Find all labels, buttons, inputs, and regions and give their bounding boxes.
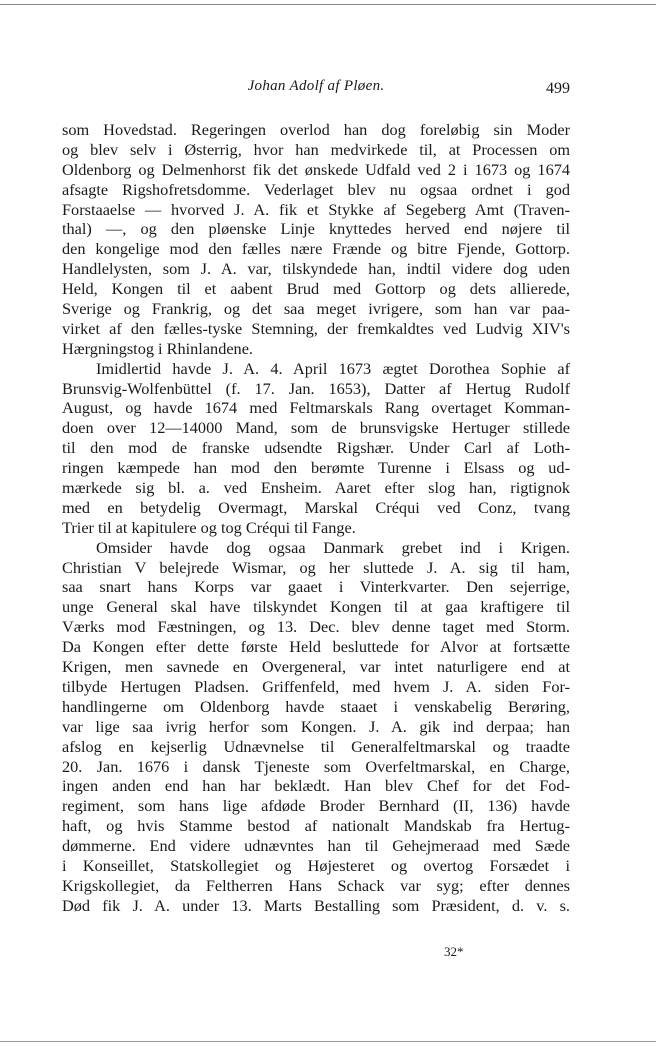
text-line: afsagte Rigshofretsdomme. Vederlaget blev nu ogsaa ordnet i god — [62, 179, 570, 199]
text-line: Christian V belejrede Wismar, og her sluttede J. A. sig til ham, — [62, 557, 570, 577]
text-line: Oldenborg og Delmenhorst fik det ønskede Udfald ved 2 i 1673 og 1674 — [62, 159, 570, 179]
text-line: August, og havde 1674 med Feltmarskals Rang overtaget Komman- — [62, 398, 570, 418]
text-line: 20. Jan. 1676 i dansk Tjeneste som Overfeltmarskal, en Charge, — [62, 756, 570, 776]
text-line: thal) —, og den pløenske Linje knyttedes herved end nøjere til — [62, 219, 570, 239]
text-line: regiment, som hans lige afdøde Broder Bernhard (II, 136) havde — [62, 796, 570, 816]
text-line: med en betydelig Overmagt, Marskal Créqui ved Conz, tvang — [62, 497, 570, 517]
paragraph — [62, 120, 570, 359]
text-line: tilbyde Hertugen Pladsen. Griffenfeld, med hvem J. A. siden For- — [62, 676, 570, 696]
text-line: Død fik J. A. under 13. Marts Bestalling som Præsident, d. v. s. — [62, 895, 570, 915]
text-line: som Hovedstad. Regeringen overlod han dog foreløbig sin Moder — [62, 120, 570, 139]
text-line: Krigskollegiet, da Feltherren Hans Schack var syg; efter dennes — [62, 875, 570, 895]
text-line: ingen anden end han har beklædt. Han blev Chef for det Fod- — [62, 776, 570, 796]
text-line: Held, Kongen til et aabent Brud med Gottorp og dets allierede, — [62, 279, 570, 299]
scan-edge-bottom — [0, 1041, 656, 1042]
body-text — [62, 120, 570, 916]
signature-mark: 32* — [444, 944, 464, 959]
text-line: Trier til at kapitulere og tog Créqui til Fange. — [62, 517, 356, 537]
text-line: den kongelige mod den fælles nære Frænde og bitre Fjende, Gottorp. — [62, 239, 570, 259]
text-line: Hærgningstog i Rhinlandene. — [62, 338, 253, 358]
page-number: 499 — [546, 80, 570, 97]
text-line: virket af den fælles-tyske Stemning, der fremkaldtes ved Ludvig XIV's — [62, 318, 570, 338]
scan-edge-top — [0, 4, 656, 5]
text-line: unge General skal have tilskyndet Kongen til at gaa kraftigere til — [62, 597, 570, 617]
text-line: haft, og hvis Stamme bestod af nationalt Mandskab fra Hertug- — [62, 816, 570, 836]
text-line: Brunsvig-Wolfenbüttel (f. 17. Jan. 1653), Datter af Hertug Rudolf — [62, 378, 570, 398]
text-line: Imidlertid havde J. A. 4. April 1673 ægtet Dorothea Sophie af — [96, 358, 570, 378]
text-line: Handlelysten, som J. A. var, tilskyndede han, indtil videre dog uden — [62, 259, 570, 279]
text-line: var lige saa ivrig herfor som Kongen. J. A. gik ind derpaa; han — [62, 716, 570, 736]
text-line: dømmerne. End videre udnævntes han til Gehejmeraad med Sæde — [62, 836, 570, 856]
text-line: Sverige og Frankrig, og det saa meget ivrigere, som han var paa- — [62, 299, 570, 319]
text-line: Værks mod Fæstningen, og 13. Dec. blev denne taget med Storm. — [62, 617, 570, 637]
paragraph — [62, 359, 570, 538]
text-line: ringen kæmpede han mod den berømte Turenne i Elsass og ud- — [62, 458, 570, 478]
text-line: Krigen, men savnede en Overgeneral, var intet naturligere end at — [62, 657, 570, 677]
text-line: mærkede sig bl. a. ved Ensheim. Aaret efter slog han, rigtignok — [62, 478, 570, 498]
text-line: Da Kongen efter dette første Held besluttede for Alvor at fortsætte — [62, 637, 570, 657]
text-line: handlingerne om Oldenborg havde staaet i venskabelig Berøring, — [62, 696, 570, 716]
text-line: og blev selv i Østerrig, hvor han medvirkede til, at Processen om — [62, 139, 570, 159]
text-line: i Konseillet, Statskollegiet og Højesteret og overtog Forsædet i — [62, 855, 570, 875]
text-line: Omsider havde dog ogsaa Danmark grebet ind i Krigen. — [96, 537, 570, 557]
text-line: afslog en kejserlig Udnævnelse til Generalfeltmarskal og traadte — [62, 736, 570, 756]
text-line: til den mod de franske udsendte Rigshær. Under Carl af Loth- — [62, 438, 570, 458]
text-line: Forstaaelse — hvorved J. A. fik et Stykke af Segeberg Amt (Traven- — [62, 199, 570, 219]
paragraph — [62, 538, 570, 916]
text-line: saa snart hans Korps var gaaet i Vinterkvarter. Den sejerrige, — [62, 577, 570, 597]
running-head — [62, 78, 570, 100]
running-title: Johan Adolf af Pløen. — [247, 78, 385, 94]
text-line: doen over 12—14000 Mand, som de brunsvigske Hertuger stillede — [62, 418, 570, 438]
